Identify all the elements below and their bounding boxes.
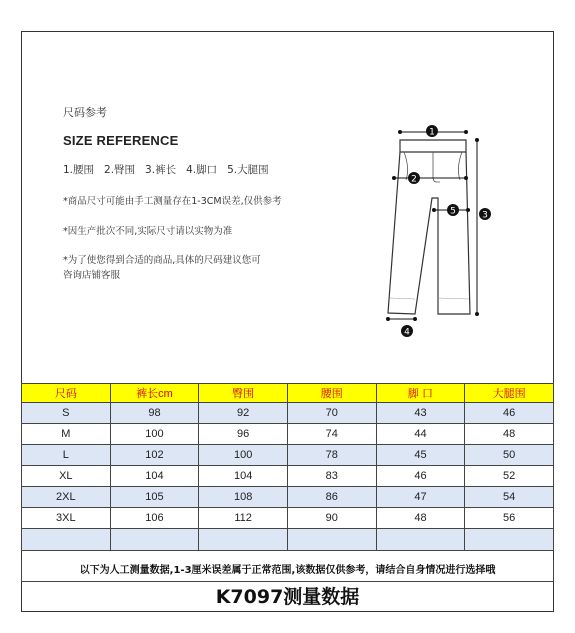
table-cell: 45: [376, 445, 465, 466]
table-cell: XL: [22, 466, 111, 487]
table-cell: 112: [199, 508, 288, 529]
table-cell: 3XL: [22, 508, 111, 529]
marker-5: 5: [450, 206, 456, 217]
table-cell: 74: [287, 424, 376, 445]
header-hip: 臀围: [199, 384, 288, 403]
table-cell: 70: [287, 403, 376, 424]
measurement-note: 以下为人工测量数据,1-3厘米误差属于正常范围,该数据仅供参考，请结合自身情况进行选择哦: [21, 560, 554, 582]
table-cell: 47: [376, 487, 465, 508]
table-cell: 54: [465, 487, 554, 508]
table-cell: 83: [287, 466, 376, 487]
table-cell: 50: [465, 445, 554, 466]
table-header-row: [22, 384, 554, 403]
table-row: [22, 424, 554, 445]
table-row: [22, 508, 554, 529]
guide-title: 尺码参考: [63, 106, 107, 119]
measurement-legend: 1.腰围 2.臀围 3.裤长 4.脚口 5.大腿围: [63, 164, 269, 176]
marker-1: 1: [429, 127, 435, 138]
table-cell: 108: [199, 487, 288, 508]
table-cell: 44: [376, 424, 465, 445]
table-cell: M: [22, 424, 111, 445]
table-cell: 78: [287, 445, 376, 466]
table-row: [22, 466, 554, 487]
marker-3: 3: [482, 210, 488, 221]
marker-2: 2: [411, 174, 417, 185]
header-waist: 腰围: [287, 384, 376, 403]
table-cell: S: [22, 403, 111, 424]
table-cell: L: [22, 445, 111, 466]
waist-measure-line: [398, 125, 468, 138]
table-cell: 48: [376, 508, 465, 529]
table-cell: 98: [110, 403, 199, 424]
size-table: [21, 383, 554, 551]
table-row-empty: [22, 529, 554, 551]
table-cell: 46: [465, 403, 554, 424]
table-cell: 92: [199, 403, 288, 424]
table-cell: 46: [376, 466, 465, 487]
note-contact: *为了使您得到合适的商品,具体的尺码建议您可 咨询店铺客服: [63, 255, 261, 281]
hip-measure-line: [392, 172, 468, 185]
pants-diagram: [380, 118, 500, 343]
header-thigh: 大腿围: [465, 384, 554, 403]
header-size: 尺码: [22, 384, 111, 403]
table-cell: 96: [199, 424, 288, 445]
table-cell: 52: [465, 466, 554, 487]
table-cell: 56: [465, 508, 554, 529]
table-row: [22, 403, 554, 424]
hem-measure-line: [386, 317, 417, 338]
footer-title: K7097测量数据: [215, 586, 360, 608]
table-cell: 48: [465, 424, 554, 445]
table-cell: 105: [110, 487, 199, 508]
table-cell: 43: [376, 403, 465, 424]
table-cell: 106: [110, 508, 199, 529]
table-cell: 90: [287, 508, 376, 529]
table-row: [22, 445, 554, 466]
length-measure-line: [475, 138, 491, 316]
marker-4: 4: [404, 327, 410, 338]
note-batch: *因生产批次不同,实际尺寸请以实物为准: [63, 226, 233, 237]
table-cell: 102: [110, 445, 199, 466]
size-guide: [63, 104, 313, 283]
table-cell: 2XL: [22, 487, 111, 508]
table-cell: 100: [199, 445, 288, 466]
guide-subtitle: SIZE REFERENCE: [63, 133, 179, 148]
table-cell: 104: [110, 466, 199, 487]
table-cell: 104: [199, 466, 288, 487]
table-row: [22, 487, 554, 508]
note-error-margin: *商品尺寸可能由手工测量存在1-3CM误差,仅供参考: [63, 196, 282, 207]
header-hem: 脚 口: [376, 384, 465, 403]
table-cell: 86: [287, 487, 376, 508]
header-length: 裤长cm: [110, 384, 199, 403]
table-cell: 100: [110, 424, 199, 445]
